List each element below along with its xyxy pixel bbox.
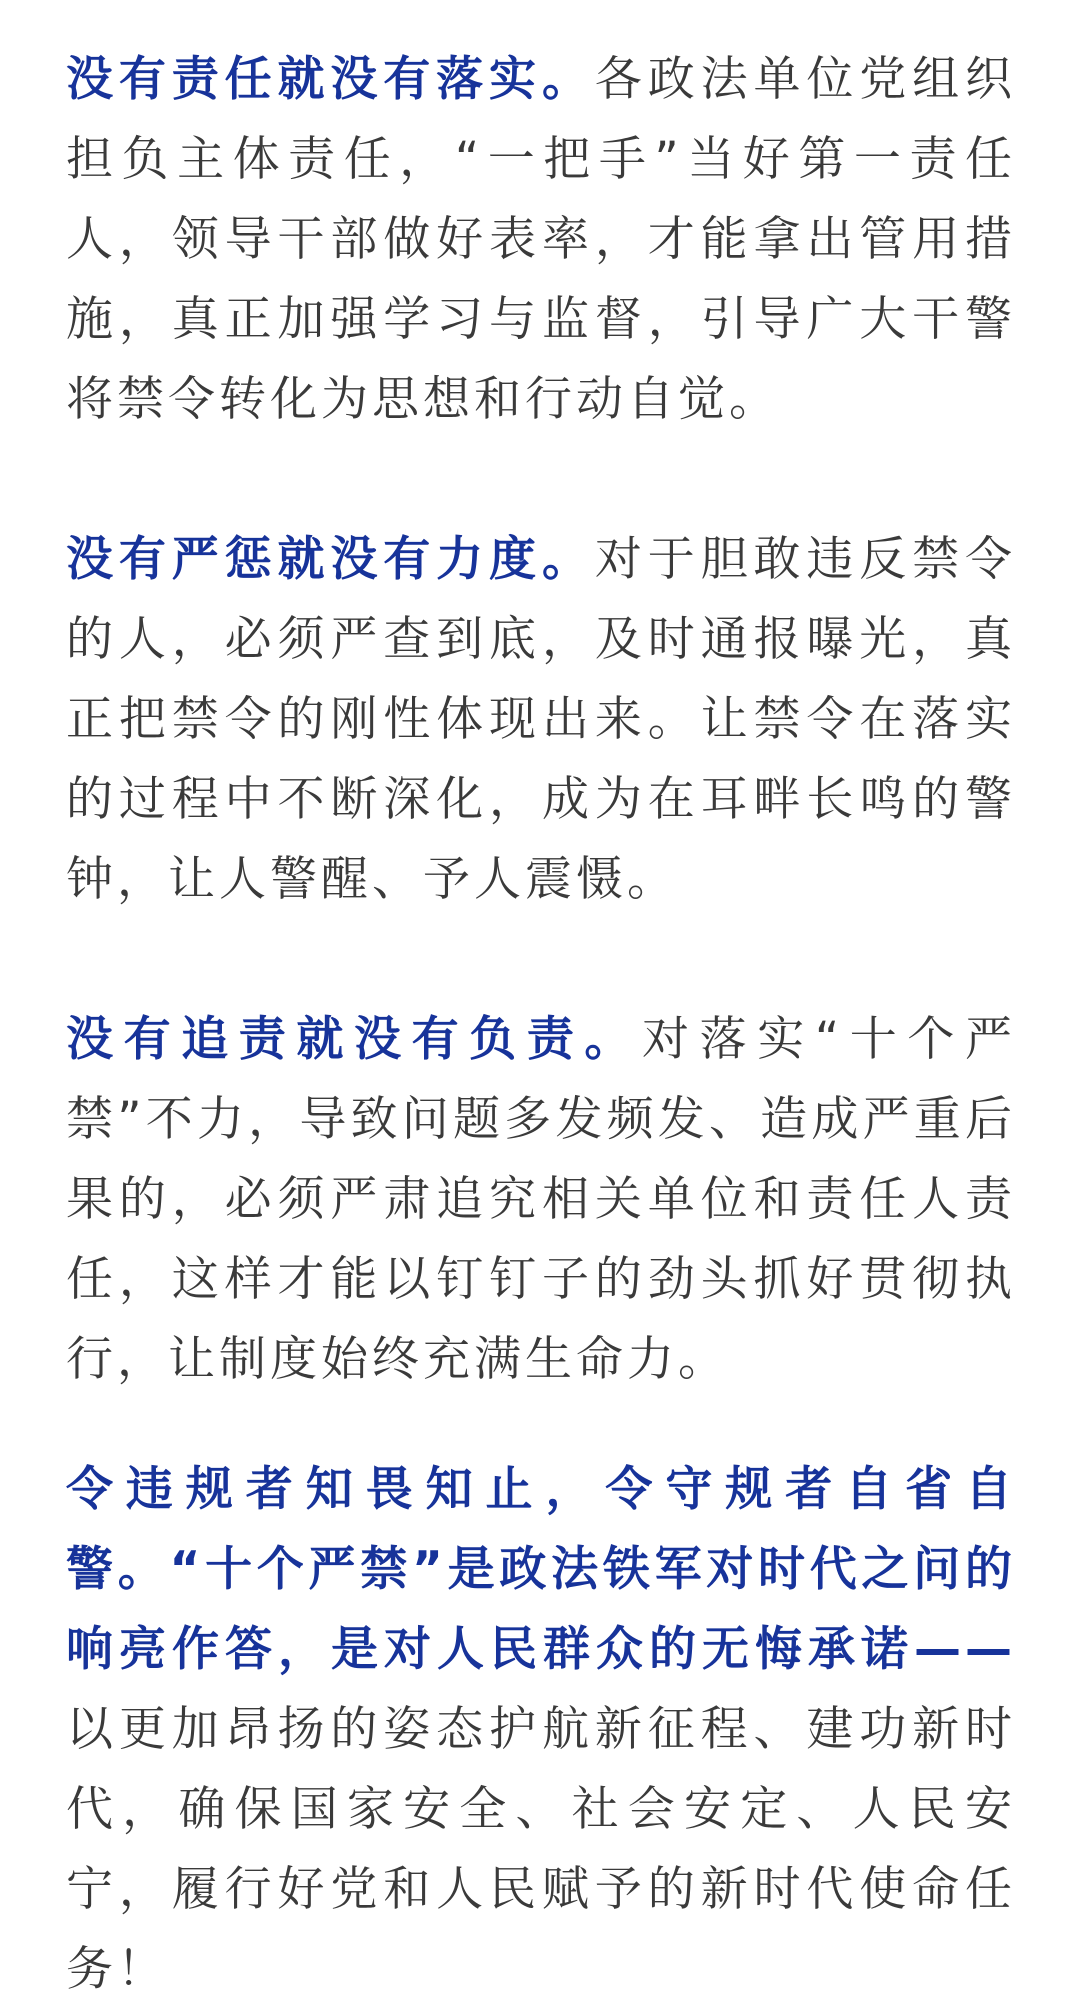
paragraph-text: 对落实“十个严禁”不力，导致问题多发频发、造成严重后果的，必须严肃追究相关单位和责任人责任，这样才能以钉钉子的劲头抓好贯彻执行，让制度始终充满生命力。 <box>66 1012 1016 1387</box>
paragraph-text: 各政法单位党组织担负主体责任，“一把手”当好第一责任人，领导干部做好表率，才能拿出管用措施，真正加强学习与监督，引导广大干警将禁令转化为思想和行动自觉。 <box>66 52 1017 427</box>
paragraph-lead: 没有严惩就没有力度。 <box>66 532 595 587</box>
paragraph-lead: 没有追责就没有负责。 <box>66 1012 643 1067</box>
paragraph-responsibility <box>66 40 1016 440</box>
paragraph-text: 对于胆敢违反禁令的人，必须严查到底，及时通报曝光，真正把禁令的刚性体现出来。让禁令在落实的过程中不断深化，成为在耳畔长鸣的警钟，让人警醒、予人震慑。 <box>66 532 1017 907</box>
paragraph-accountability <box>66 1000 1016 1400</box>
paragraph-lead: 令违规者知畏知止，令守规者自省自警。“十个严禁”是政法铁军对时代之问的响亮作答，是对人民群众的无悔承诺—— <box>66 1462 1016 1677</box>
article-body <box>66 40 1016 2010</box>
paragraph-conclusion <box>66 1450 1016 2010</box>
paragraph-text: 以更加昂扬的姿态护航新征程、建功新时代，确保国家安全、社会安定、人民安宁，履行好党和人民赋予的新时代使命任务！ <box>66 1702 1016 1997</box>
paragraph-punishment <box>66 520 1016 920</box>
paragraph-lead: 没有责任就没有落实。 <box>66 52 595 107</box>
